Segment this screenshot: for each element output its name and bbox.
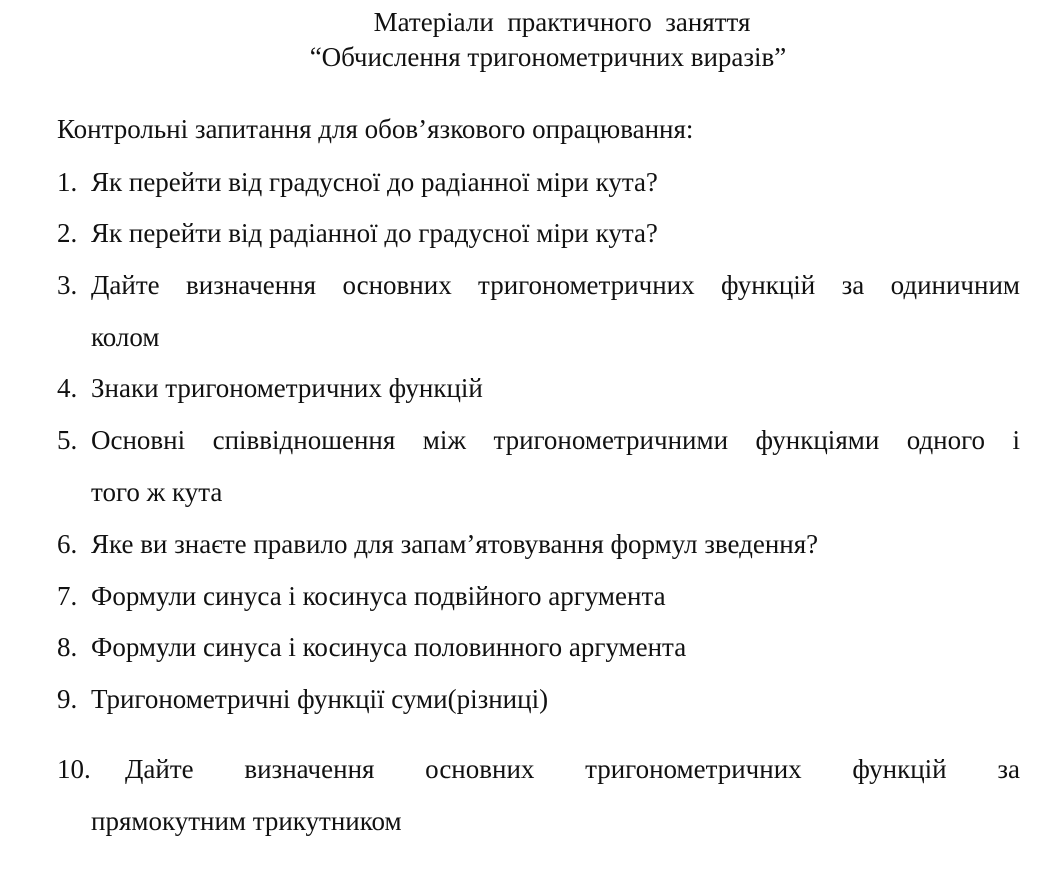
question-number: 2.: [57, 218, 78, 248]
question-number: 6.: [57, 529, 78, 559]
question-item-3: [57, 268, 1020, 354]
question-number: 9.: [57, 684, 78, 714]
question-item-6: [57, 527, 1020, 561]
question-number: 8.: [57, 632, 78, 662]
question-text: Дайте визначення основних тригонометричних функцій за: [125, 754, 1020, 784]
question-number: 1.: [57, 167, 78, 197]
question-item-9: [57, 682, 1020, 716]
question-item-7: [57, 579, 1020, 613]
question-text: Як перейти від градусної до радіанної міри кута?: [91, 167, 658, 197]
question-text: Знаки тригонометричних функцій: [91, 373, 483, 403]
question-number: 3.: [57, 270, 78, 300]
question-number: 7.: [57, 581, 78, 611]
question-text-continuation: колом: [91, 322, 160, 352]
document-title-line-1: Матеріали практичного заняття: [373, 7, 751, 37]
question-number: 4.: [57, 373, 78, 403]
question-text: Як перейти від радіанної до градусної міри кута?: [91, 218, 658, 248]
question-item-4: [57, 371, 1020, 405]
question-item-1: [57, 165, 1020, 199]
question-text-continuation: прямокутним трикутником: [91, 806, 402, 836]
question-text: Дайте визначення основних тригонометричних функцій за одиничним: [91, 270, 1020, 300]
document-title-line-2: “Обчислення тригонометричних виразів”: [309, 42, 787, 72]
question-number: 10.: [57, 754, 91, 784]
question-text: Формули синуса і косинуса половинного аргумента: [91, 632, 687, 662]
question-text-continuation: того ж кута: [91, 477, 223, 507]
question-text: Яке ви знаєте правило для запам’ятовування формул зведення?: [91, 529, 819, 559]
question-item-2: [57, 216, 1020, 250]
question-number: 5.: [57, 425, 78, 455]
question-text: Формули синуса і косинуса подвійного аргумента: [91, 581, 666, 611]
question-item-8: [57, 630, 1020, 664]
question-text: Тригонометричні функції суми(різниці): [91, 684, 549, 714]
question-item-5: [57, 423, 1020, 509]
question-item-10: [57, 752, 1020, 838]
questions-intro: Контрольні запитання для обов’язкового опрацювання:: [57, 114, 694, 144]
question-text: Основні співвідношення між тригонометричними функціями одного і: [91, 425, 1020, 455]
